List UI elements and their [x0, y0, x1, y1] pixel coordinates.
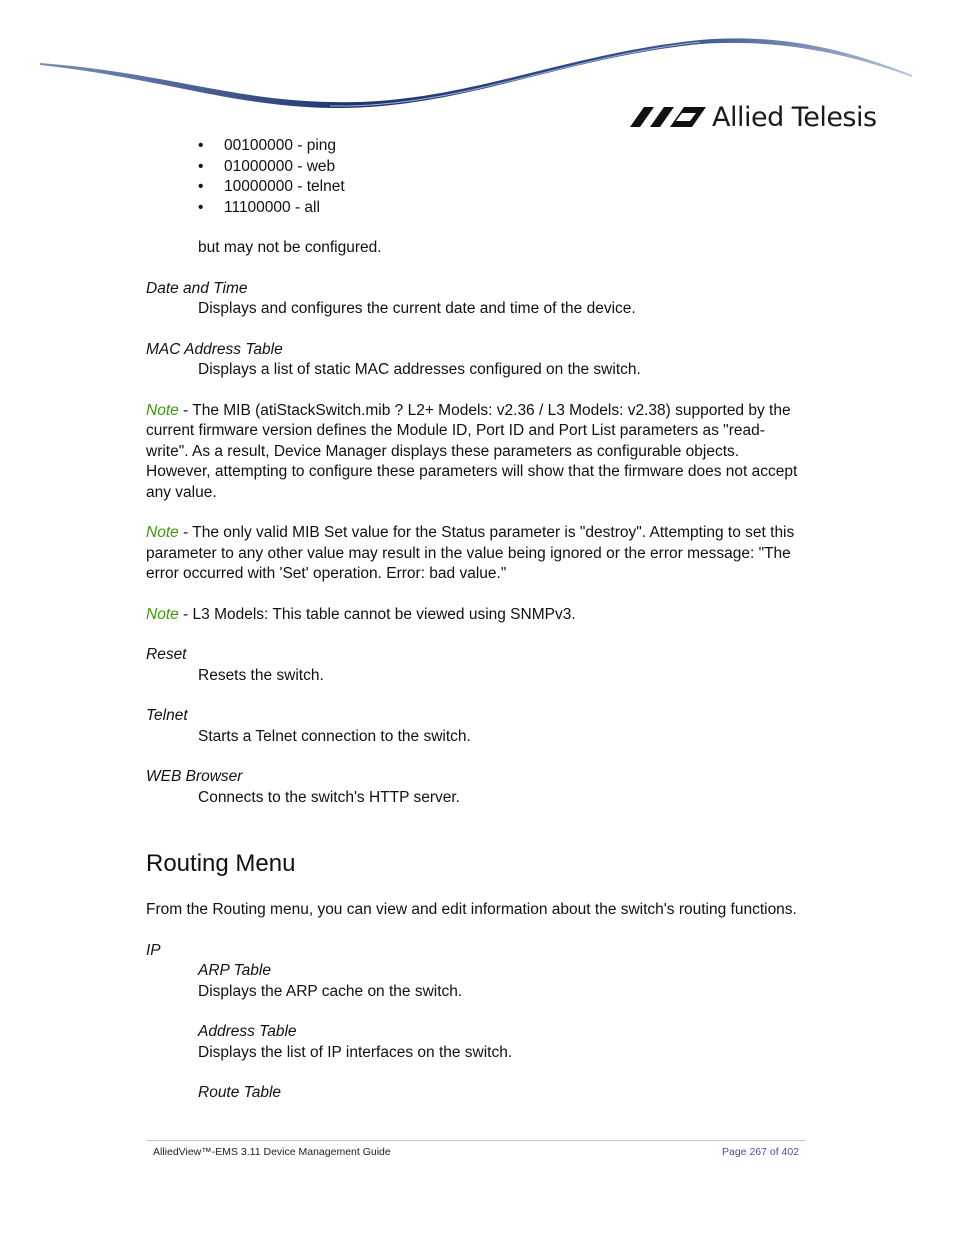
note-text: - The only valid MIB Set value for the Status parameter is "destroy". Attempting to set this parameter to any other value may result in the value being ignored or the error message: "The error occurred with 'Set' operation. Error: bad value." [146, 524, 795, 582]
subitem-term: ARP Table [198, 962, 271, 979]
bullets-note: but may not be configured. [198, 239, 382, 256]
note-label: Note [146, 401, 179, 419]
list-item: • 00100000 - ping [198, 136, 806, 157]
footer-title: AlliedView™-EMS 3.11 Device Management Guide [153, 1146, 391, 1158]
page-content [146, 136, 806, 1104]
footer-divider [146, 1140, 806, 1141]
note-text: - The MIB (atiStackSwitch.mib ? L2+ Models: v2.36 / L3 Models: v2.38) supported by the current firmware version defines the Module ID, Port ID and Port List parameters as "read-write". As a result, Device Manager displays these parameters as configurable objects. However, attempting to configure these parameters will show that the firmware does not accept any value. [146, 401, 798, 501]
subitem-arp-table [198, 961, 806, 1002]
definition-reset [146, 645, 806, 686]
definition-desc: Displays a list of static MAC addresses configured on the switch. [198, 361, 641, 378]
definition-desc: Displays and configures the current date and time of the device. [198, 300, 636, 317]
subitem-term: Address Table [198, 1023, 297, 1040]
note-paragraph [146, 401, 806, 504]
allied-telesis-logo [630, 100, 877, 134]
note-text: - L3 Models: This table cannot be viewed using SNMPv3. [178, 605, 576, 623]
note-paragraph [146, 605, 806, 626]
definition-telnet [146, 706, 806, 747]
note-label: Note [146, 524, 179, 541]
definition-mac-address-table [146, 340, 806, 381]
subitem-desc: Displays the list of IP interfaces on the switch. [198, 1043, 513, 1061]
definition-term: Reset [146, 646, 187, 663]
ip-subitems [198, 961, 806, 1104]
subitem-term: Route Table [198, 1084, 282, 1101]
definition-desc: Connects to the switch's HTTP server. [198, 788, 460, 806]
page-number: Page 267 of 402 [722, 1146, 800, 1158]
list-item: • 10000000 - telnet [198, 177, 806, 198]
definition-web-browser [146, 767, 806, 808]
allied-telesis-logo-icon [630, 107, 706, 127]
definition-term: WEB Browser [146, 768, 243, 785]
definition-term: MAC Address Table [146, 340, 283, 358]
definition-term: Date and Time [146, 279, 248, 297]
subitem-route-table [198, 1083, 806, 1104]
list-item: • 01000000 - web [198, 157, 806, 178]
definition-desc: Resets the switch. [198, 666, 324, 684]
logo-text: Allied Telesis [712, 101, 877, 133]
note-paragraph [146, 523, 806, 585]
definition-desc: Starts a Telnet connection to the switch. [198, 727, 471, 745]
note-label: Note [146, 605, 179, 623]
subitem-address-table [198, 1022, 806, 1063]
bullet-list [198, 136, 806, 218]
group-term: IP [146, 941, 161, 959]
definition-date-time [146, 279, 806, 320]
section-heading: Routing Menu [146, 850, 296, 877]
subitem-desc: Displays the ARP cache on the switch. [198, 982, 463, 1000]
list-item: • 11100000 - all [198, 198, 806, 219]
definition-term: Telnet [146, 707, 188, 724]
section-intro: From the Routing menu, you can view and edit information about the switch's routing functions. [146, 901, 797, 918]
